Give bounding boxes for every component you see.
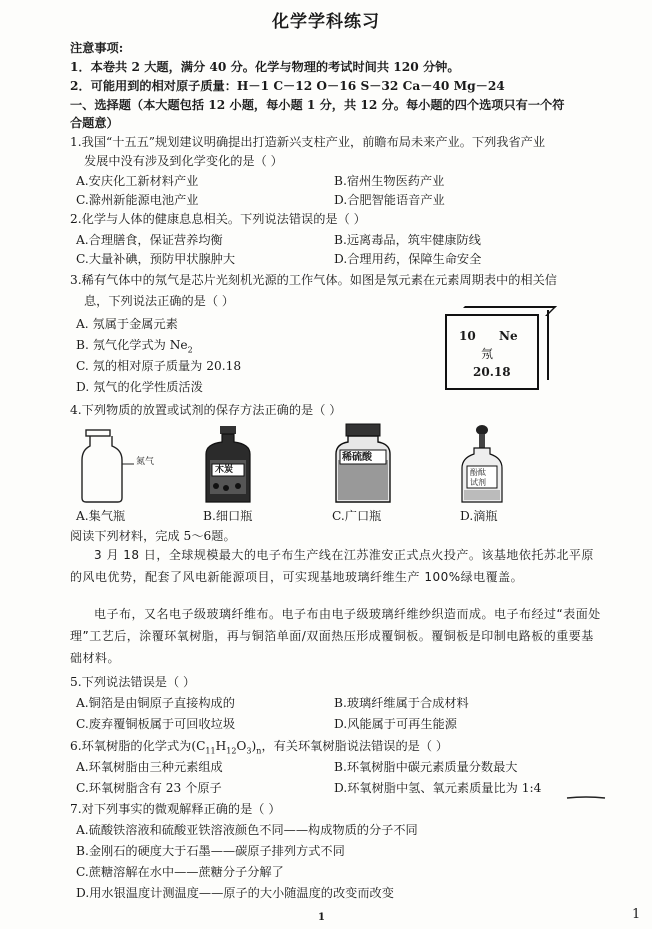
q1-option-c: C.滁州新能源电池产业 <box>76 193 199 207</box>
q4-option-a: A.集气瓶 <box>76 509 126 523</box>
q2-option-c: C.大量补碘，预防甲状腺肿大 <box>76 252 236 266</box>
q7-option-b: B.金刚石的硬度大于石墨——碳原子排列方式不同 <box>76 844 345 858</box>
q7-stem: 7.对下列事实的微观解释正确的是（ ） <box>70 802 281 816</box>
q7-option-a: A.硫酸铁溶液和硫酸亚铁溶液颜色不同——构成物质的分子不同 <box>76 823 418 837</box>
q6-option-b: B.环氧树脂中碳元素质量分数最大 <box>334 760 518 774</box>
label-dilute-acid: 稀硫酸 <box>342 452 372 463</box>
q5-option-d: D.风能属于可再生能源 <box>334 717 457 731</box>
q4-option-b: B.细口瓶 <box>203 509 253 523</box>
atomic-mass: 20.18 <box>473 365 511 379</box>
gas-jar-icon <box>82 430 134 502</box>
reading-paragraph-1: 3 月 18 日，全球规模最大的电子布生产线在江苏淮安正式点火投产。该基地依托苏北平原的风电优势，配套了风电新能源项目，可实现基地玻璃纤维生产 100%绿电覆盖。 <box>70 548 594 584</box>
q6-option-a: A.环氧树脂由三种元素组成 <box>76 760 223 774</box>
q2-stem: 2.化学与人体的健康息息相关。下列说法错误的是（ ） <box>70 212 366 226</box>
label-charcoal: 木炭 <box>215 465 234 475</box>
q3-stem-cont: 息，下列说法正确的是（ ） <box>84 294 235 308</box>
q1-option-a: A.安庆化工新材料产业 <box>76 174 199 188</box>
atomic-number: 10 <box>459 329 476 343</box>
dropper-bottle-icon <box>462 425 502 502</box>
q3-option-c: C. 氖的相对原子质量为 20.18 <box>76 359 242 373</box>
label-nitrogen: 氮气 <box>136 457 155 467</box>
q6-hydrogen: H <box>215 739 227 753</box>
label-reagent-2: 试剂 <box>470 478 486 487</box>
q5-option-a: A.铜箔是由铜原子直接构成的 <box>76 696 235 710</box>
q1-stem-cont: 发展中没有涉及到化学变化的是（ ） <box>84 154 283 168</box>
q6-stem-pre: 6.环氧树脂的化学式为(C <box>70 739 206 753</box>
notes-heading: 注意事项: <box>70 41 124 55</box>
q1-stem: 1.我国“十五五”规划建议明确提出打造新兴支柱产业，前瞻布局未来产业。下列我省产业 <box>70 135 546 149</box>
q1-option-d: D.合肥智能语音产业 <box>334 193 445 207</box>
reading-paragraph-2: 电子布，又名电子级玻璃纤维布。电子布由电子级玻璃纤维纱织造而成。电子布经过“表面处理”工艺后，涂覆环氧树脂，再与铜箔单面/双面热压形成覆铜板。覆铜板是印制电路板的重要基础材料。 <box>70 607 601 665</box>
q6-option-d: D.环氧树脂中氢、氧元素质量比为 1:4 <box>334 781 542 795</box>
q2-option-b: B.远离毒品，筑牢健康防线 <box>334 233 481 247</box>
q6-sub-carbon: 11 <box>205 746 216 756</box>
q6-stem-post: ，有关环氧树脂说法错误的是（ ） <box>261 739 449 753</box>
narrow-bottle-icon <box>206 426 250 502</box>
page-number: 1 <box>318 912 325 923</box>
element-symbol: Ne <box>499 329 518 343</box>
neon-element-card <box>445 314 539 390</box>
q5-option-b: B.玻璃纤维属于合成材料 <box>334 696 469 710</box>
q6-sub-hydrogen: 12 <box>226 746 237 756</box>
q6-oxygen: O <box>236 739 247 753</box>
q6-sub-oxygen: 3 <box>246 746 252 756</box>
q4-option-c: C.广口瓶 <box>332 509 382 523</box>
section-heading-cont: 合题意） <box>70 116 119 130</box>
card-3d-side <box>537 310 549 380</box>
q3-stem: 3.稀有气体中的氖气是芯片光刻机光源的工作气体。如图是氖元素在元素周期表中的相关信 <box>70 273 557 287</box>
q3-option-b <box>76 339 193 354</box>
notes-item-2: 2．可能用到的相对原子质量：H－1 C－12 O－16 S－32 Ca－40 Mg－24 <box>70 79 505 93</box>
pen-mark <box>566 795 606 801</box>
q3-option-b-subscript: 2 <box>187 345 193 355</box>
q6-sub-n: n <box>256 746 262 756</box>
reading-intro: 阅读下列材料，完成 5～6题。 <box>70 529 236 543</box>
section-heading: 一、选择题（本大题包括 12 小题，每小题 1 分，共 12 分。每小题的四个选项只有一个符 <box>70 98 565 112</box>
element-name: 氖 <box>481 347 494 361</box>
q6-stem <box>70 740 448 755</box>
q7-option-d: D.用水银温度计测温度——原子的大小随温度的改变而改变 <box>76 886 394 900</box>
q3-option-b-text: B. 氖气化学式为 Ne <box>76 338 188 352</box>
q4-option-d: D.滴瓶 <box>460 509 498 523</box>
q6-option-c: C.环氧树脂含有 23 个原子 <box>76 781 222 795</box>
q5-option-c: C.废弃覆铜板属于可回收垃圾 <box>76 717 236 731</box>
wide-bottle-icon <box>336 424 390 502</box>
notes-item-1: 1．本卷共 2 大题，满分 40 分。化学与物理的考试时间共 120 分钟。 <box>70 60 460 74</box>
q2-option-a: A.合理膳食，保证营养均衡 <box>76 233 223 247</box>
q3-option-a: A. 氖属于金属元素 <box>76 317 178 331</box>
q5-stem: 5.下列说法错误是（ ） <box>70 675 196 689</box>
q1-option-b: B.宿州生物医药产业 <box>334 174 445 188</box>
q4-stem: 4.下列物质的放置或试剂的保存方法正确的是（ ） <box>70 403 342 417</box>
q3-option-d: D. 氖气的化学性质活泼 <box>76 380 203 394</box>
q2-option-d: D.合理用药，保障生命安全 <box>334 252 482 266</box>
label-reagent-1: 酚酞 <box>470 468 486 477</box>
page-number-right: 1 <box>632 907 641 922</box>
page-title: 化学学科练习 <box>272 12 380 32</box>
q7-option-c: C.蔗糖溶解在水中——蔗糖分子分解了 <box>76 865 284 879</box>
q6-paren: ) <box>251 739 257 753</box>
